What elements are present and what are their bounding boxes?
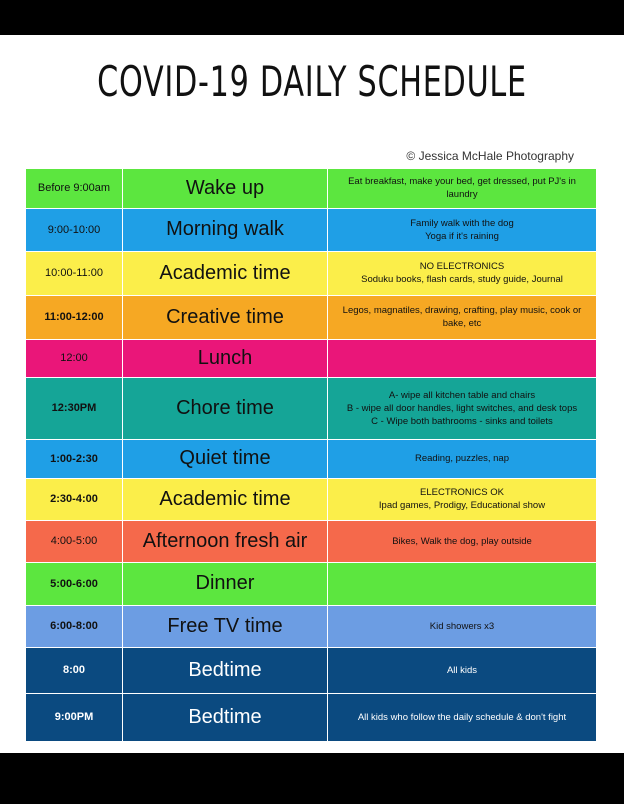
schedule-row: [26, 208, 596, 251]
schedule-row: [26, 439, 596, 478]
row-details: [328, 439, 597, 478]
schedule-row: [26, 295, 596, 339]
row-details: [328, 339, 597, 377]
row-time: 6:00-8:00: [26, 605, 123, 647]
detail-line: Yoga if it's raining: [425, 230, 499, 242]
row-activity: Morning walk: [123, 208, 328, 251]
row-time: 11:00-12:00: [26, 295, 123, 339]
detail-line: NO ELECTRONICS: [419, 261, 505, 272]
schedule-row: [26, 520, 596, 562]
row-time: 12:30PM: [26, 377, 123, 439]
schedule-table: [26, 169, 596, 742]
detail-line: All kids who follow the daily schedule & don't fight: [357, 711, 567, 723]
row-activity: Wake up: [123, 169, 328, 208]
detail-line: Eat breakfast, make your bed, get dressed, put PJ's in laundry: [348, 176, 576, 201]
detail-line: Family walk with the dog: [410, 217, 514, 229]
detail-line: Ipad games, Prodigy, Educational show: [378, 500, 546, 511]
row-details: [328, 295, 597, 339]
row-activity: Academic time: [123, 478, 328, 520]
schedule-row: [26, 605, 596, 647]
row-activity: Chore time: [123, 377, 328, 439]
row-details: [328, 647, 597, 693]
row-details: [328, 377, 597, 439]
row-activity: Creative time: [123, 295, 328, 339]
row-details: [328, 478, 597, 520]
detail-line: A- wipe all kitchen table and chairs: [388, 389, 536, 401]
row-time: 8:00: [26, 647, 123, 693]
schedule-row: [26, 478, 596, 520]
row-time: 5:00-6:00: [26, 562, 123, 605]
row-time: 2:30-4:00: [26, 478, 123, 520]
photo-credit: © Jessica McHale Photography: [406, 149, 574, 163]
row-details: [328, 169, 597, 208]
row-details: [328, 562, 597, 605]
detail-line: B - wipe all door handles, light switches, and desk tops: [346, 402, 578, 414]
schedule-row: [26, 693, 596, 741]
detail-line: C - Wipe both bathrooms - sinks and toilets: [371, 415, 553, 427]
schedule-row: [26, 169, 596, 208]
schedule-row: [26, 377, 596, 439]
schedule-row: [26, 251, 596, 295]
row-activity: Academic time: [123, 251, 328, 295]
row-activity: Dinner: [123, 562, 328, 605]
row-activity: Free TV time: [123, 605, 328, 647]
detail-line: Bikes, Walk the dog, play outside: [392, 535, 532, 547]
row-details: [328, 693, 597, 741]
row-details: [328, 208, 597, 251]
schedule-poster: [0, 35, 624, 753]
row-activity: Bedtime: [123, 647, 328, 693]
row-activity: Quiet time: [123, 439, 328, 478]
schedule-row: [26, 647, 596, 693]
row-details: [328, 605, 597, 647]
row-time: 12:00: [26, 339, 123, 377]
row-details: [328, 520, 597, 562]
detail-line: Kid showers x3: [429, 620, 495, 632]
row-time: Before 9:00am: [26, 169, 123, 208]
detail-line: ELECTRONICS OK: [420, 487, 504, 498]
row-time: 1:00-2:30: [26, 439, 123, 478]
detail-line: All kids: [446, 664, 478, 676]
detail-line: Reading, puzzles, nap: [414, 453, 509, 464]
detail-line: Soduku books, flash cards, study guide, Journal: [361, 274, 563, 285]
detail-line: Legos, magnatiles, drawing, crafting, play music, cook or bake, etc: [342, 305, 582, 329]
schedule-row: [26, 339, 596, 377]
page-title: COVID-19 DAILY SCHEDULE: [97, 57, 527, 106]
row-time: 4:00-5:00: [26, 520, 123, 562]
row-activity: Lunch: [123, 339, 328, 377]
row-time: 9:00PM: [26, 693, 123, 741]
row-time: 9:00-10:00: [26, 208, 123, 251]
row-time: 10:00-11:00: [26, 251, 123, 295]
row-activity: Afternoon fresh air: [123, 520, 328, 562]
row-details: [328, 251, 597, 295]
row-activity: Bedtime: [123, 693, 328, 741]
schedule-row: [26, 562, 596, 605]
